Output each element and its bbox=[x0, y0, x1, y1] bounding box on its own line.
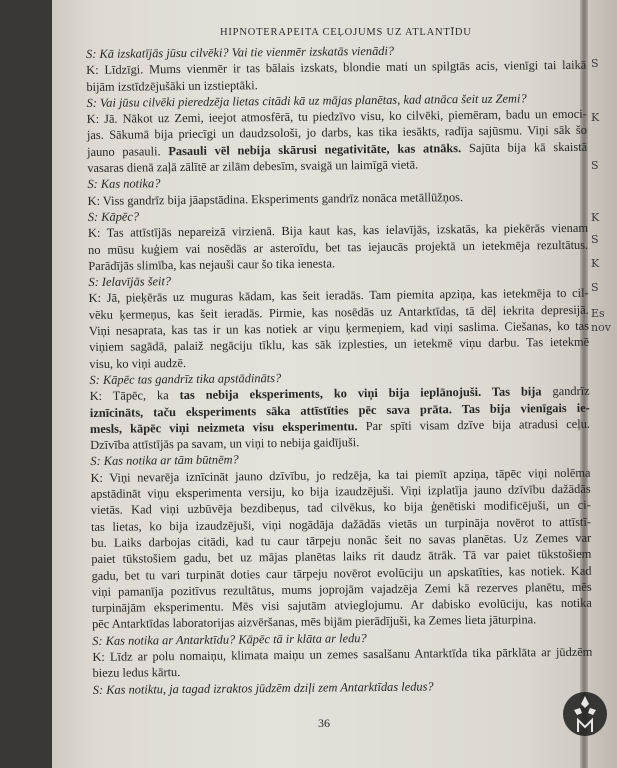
question-line: S: Kāpēc tas gandrīz tika apstādināts? bbox=[89, 370, 282, 387]
question-line: S: Kā izskatījās jūsu cilvēki? Vai tie vienmēr izskatās vienādi? bbox=[86, 43, 395, 61]
text-segment: K: Tāpēc, ka bbox=[89, 388, 180, 404]
answer-line: viņi pamanīja pozitīvus rezultātus, mums joprojām vajadzēja Zemi kā rezerves planētu, mēs bbox=[91, 579, 592, 599]
answer-line: Dzīvība attīstījās pa savam, un viņi to nebija gaidījuši. bbox=[90, 435, 360, 453]
answer-line: bijām izstīdzējušāki un izstieptāki. bbox=[86, 77, 258, 94]
answer-line: no mūsu kuģiem vai nosēdās ar asteroīdu, bet tas iejaucās projektā un ietekmēja rezultātus. bbox=[88, 237, 589, 257]
bold-segment: Pasauli vēl nebija skārusi negativitāte, kas atnāks. bbox=[168, 140, 462, 158]
answer-line: pēc Antarktīdas laboratorijas aizvēršanas, mēs bijām pierādījuši, ka Zemes lieta jāturpina. bbox=[91, 612, 537, 632]
question-line: S: Kas notiktu, ja tagad izraktos jūdzēm dziļi zem Antarktīdas ledus? bbox=[92, 678, 434, 697]
next-page-peek-text: K bbox=[591, 111, 600, 124]
next-page-peek-text: S bbox=[591, 233, 599, 246]
question-line: S: Vai jūsu cilvēki pieredzēja lietas citādi kā uz mājas planētas, kad atnāca šeit uz Zemi? bbox=[86, 91, 527, 110]
text-segment: Par spīti visam dzīve bija atradusi ceļu. bbox=[357, 416, 591, 434]
answer-line: Viņi nesaprata, kas tas ir un kas notiek ar viņu ķermeņiem, kad viņi saslima. Ciešanas, ko tas bbox=[88, 318, 590, 339]
bold-answer-line: iznīcināts, taču eksperiments sāka attīstīties pēc sava prāta. Tas bija vienīgais ie- bbox=[89, 400, 590, 420]
answer-line: K: Viņi nevarēja iznīcināt jauno dzīvību, jo redzēja, ka tai piemīt apziņa, tāpēc viņi nolēma bbox=[90, 465, 591, 485]
bold-segment: tas nebija eksperiments, ko viņi bija ieplānojuši. Tas bija bbox=[179, 384, 542, 403]
answer-line: K: Viss gandrīz bija jāapstādina. Eksperiments gandrīz nonāca metāllūžņos. bbox=[87, 189, 464, 208]
text-segment: Sajūta bija kā skaistā bbox=[461, 139, 588, 155]
answer-line: vietās. Kad viņi uzbūvēja bezdibeņus, tad cilvēkus, ko bija ģenētiski modificējuši, un ci- bbox=[90, 498, 591, 518]
next-page-peek-text: S bbox=[591, 281, 599, 294]
answer-line: K: Līdzīgi. Mums vienmēr ir tas bālais izskats, blondie mati un spilgtās acis, vienīgi tai laikā bbox=[86, 58, 587, 78]
answer-line: apstādināt viņu eksperimenta versiju, ko bija izaudzējuši. Viņi izplatīja jauno dzīvību dažādās bbox=[90, 481, 591, 501]
text-segment: gandrīz bbox=[541, 383, 590, 399]
answer-line: biezu ledus kārtu. bbox=[92, 665, 181, 681]
answer-line: tas lietas, ko bija izaudzējuši, viņi nogādāja dažādās vietās un turpināja novērot to attīstī- bbox=[90, 514, 592, 534]
answer-line: jas. Sākumā bija priecīgi un daudzsološi, jo darbs, kas tika iesākts, radīja sajūsmu. Viņi sāk šo bbox=[86, 123, 587, 143]
question-line: S: Kāpēc? bbox=[87, 209, 140, 224]
answer-line: K: Jā, pieķērās uz muguras kādam, kas šeit ieradās. Tam piemita apziņa, kas ietekmēja to cil- bbox=[88, 286, 589, 306]
answer-line: viņiem sagādā, palaiž negāciju tīklu, kas sāk izplesties, un ietekmē viņu darbu. Tas ietekmē bbox=[89, 335, 590, 355]
answer-line: paiet tūkstošiem gadu, bet uz mājas planētas laiks rit daudz ātrāk. Tā var paiet tūkstošiem bbox=[91, 546, 592, 567]
answer-line: K: Jā. Nākot uz Zemi, ieejot atmosfērā, tu piedzīvo visu, ko cilvēki, piemēram, badu un emoci- bbox=[86, 106, 587, 127]
answer-line: vēku ķermeņus, kas šeit ieradās. Pirmie, kas nosēdās uz Antarktīdas, tā dēļ iekrita depresijā. bbox=[88, 302, 589, 322]
page-number: 36 bbox=[318, 716, 330, 730]
next-page-peek-text: S bbox=[591, 57, 599, 70]
question-line: S: Kas notika ar tām būtnēm? bbox=[90, 452, 239, 469]
answer-line: vasaras dienā zaļā zālītē ar zilām debesīm, svaigā un laimīgā vietā. bbox=[87, 157, 419, 176]
body-text bbox=[86, 41, 593, 698]
answer-line: bu. Laiks darbojas citādi, kad tu caur tārpeju nonāc šeit no savas planētas. Uz Zemes var bbox=[91, 530, 592, 550]
next-page-peek-text: nov bbox=[591, 321, 611, 334]
question-line: S: Ielavījās šeit? bbox=[88, 274, 172, 290]
question-line: S: Kas notika ar Antarktīdu? Kāpēc tā ir klāta ar ledu? bbox=[92, 630, 367, 648]
answer-line: K: Tas attīstījās nepareizā virzienā. Bija kaut kas, kas ielavījās, izskatās, ka piekērās vienam bbox=[87, 221, 589, 241]
answer-line: visu, ko viņi audzē. bbox=[89, 355, 187, 371]
next-page-peek-text: K bbox=[591, 211, 600, 224]
answer-line: turpinājām eksperimentu. Mēs visi sajutām atvieglojumu. Ar dabisko evolūciju, kas notika bbox=[91, 595, 592, 616]
bold-segment: mesls, kāpēc viņi neizmeta visu eksperimentu. bbox=[89, 419, 358, 436]
running-header: HIPNOTERAPEITA CEĻOJUMS UZ ATLANTĪDU bbox=[220, 27, 472, 38]
watermark-logo-icon bbox=[562, 684, 608, 744]
answer-line: Parādījās slimība, kas nejauši caur šo tika ienesta. bbox=[88, 256, 336, 273]
answer-line: K: Līdz ar polu nomaiņu, klimata maiņu un zemes sasalšanu Antarktīda tika pārklāta ar jūdzēm bbox=[92, 644, 593, 664]
question-line: S: Kas notika? bbox=[87, 176, 161, 192]
answer-line: gadu, bet tu vari turpināt doties caur tārpeju novērot evolūciju un apskatīties, kas notiek. Kad bbox=[91, 563, 592, 583]
next-page-peek-text: Es bbox=[591, 307, 605, 320]
text-segment: jauno pasauli. bbox=[87, 143, 169, 159]
next-page-peek-text: S bbox=[591, 159, 599, 172]
next-page-peek-text: K bbox=[591, 257, 600, 270]
